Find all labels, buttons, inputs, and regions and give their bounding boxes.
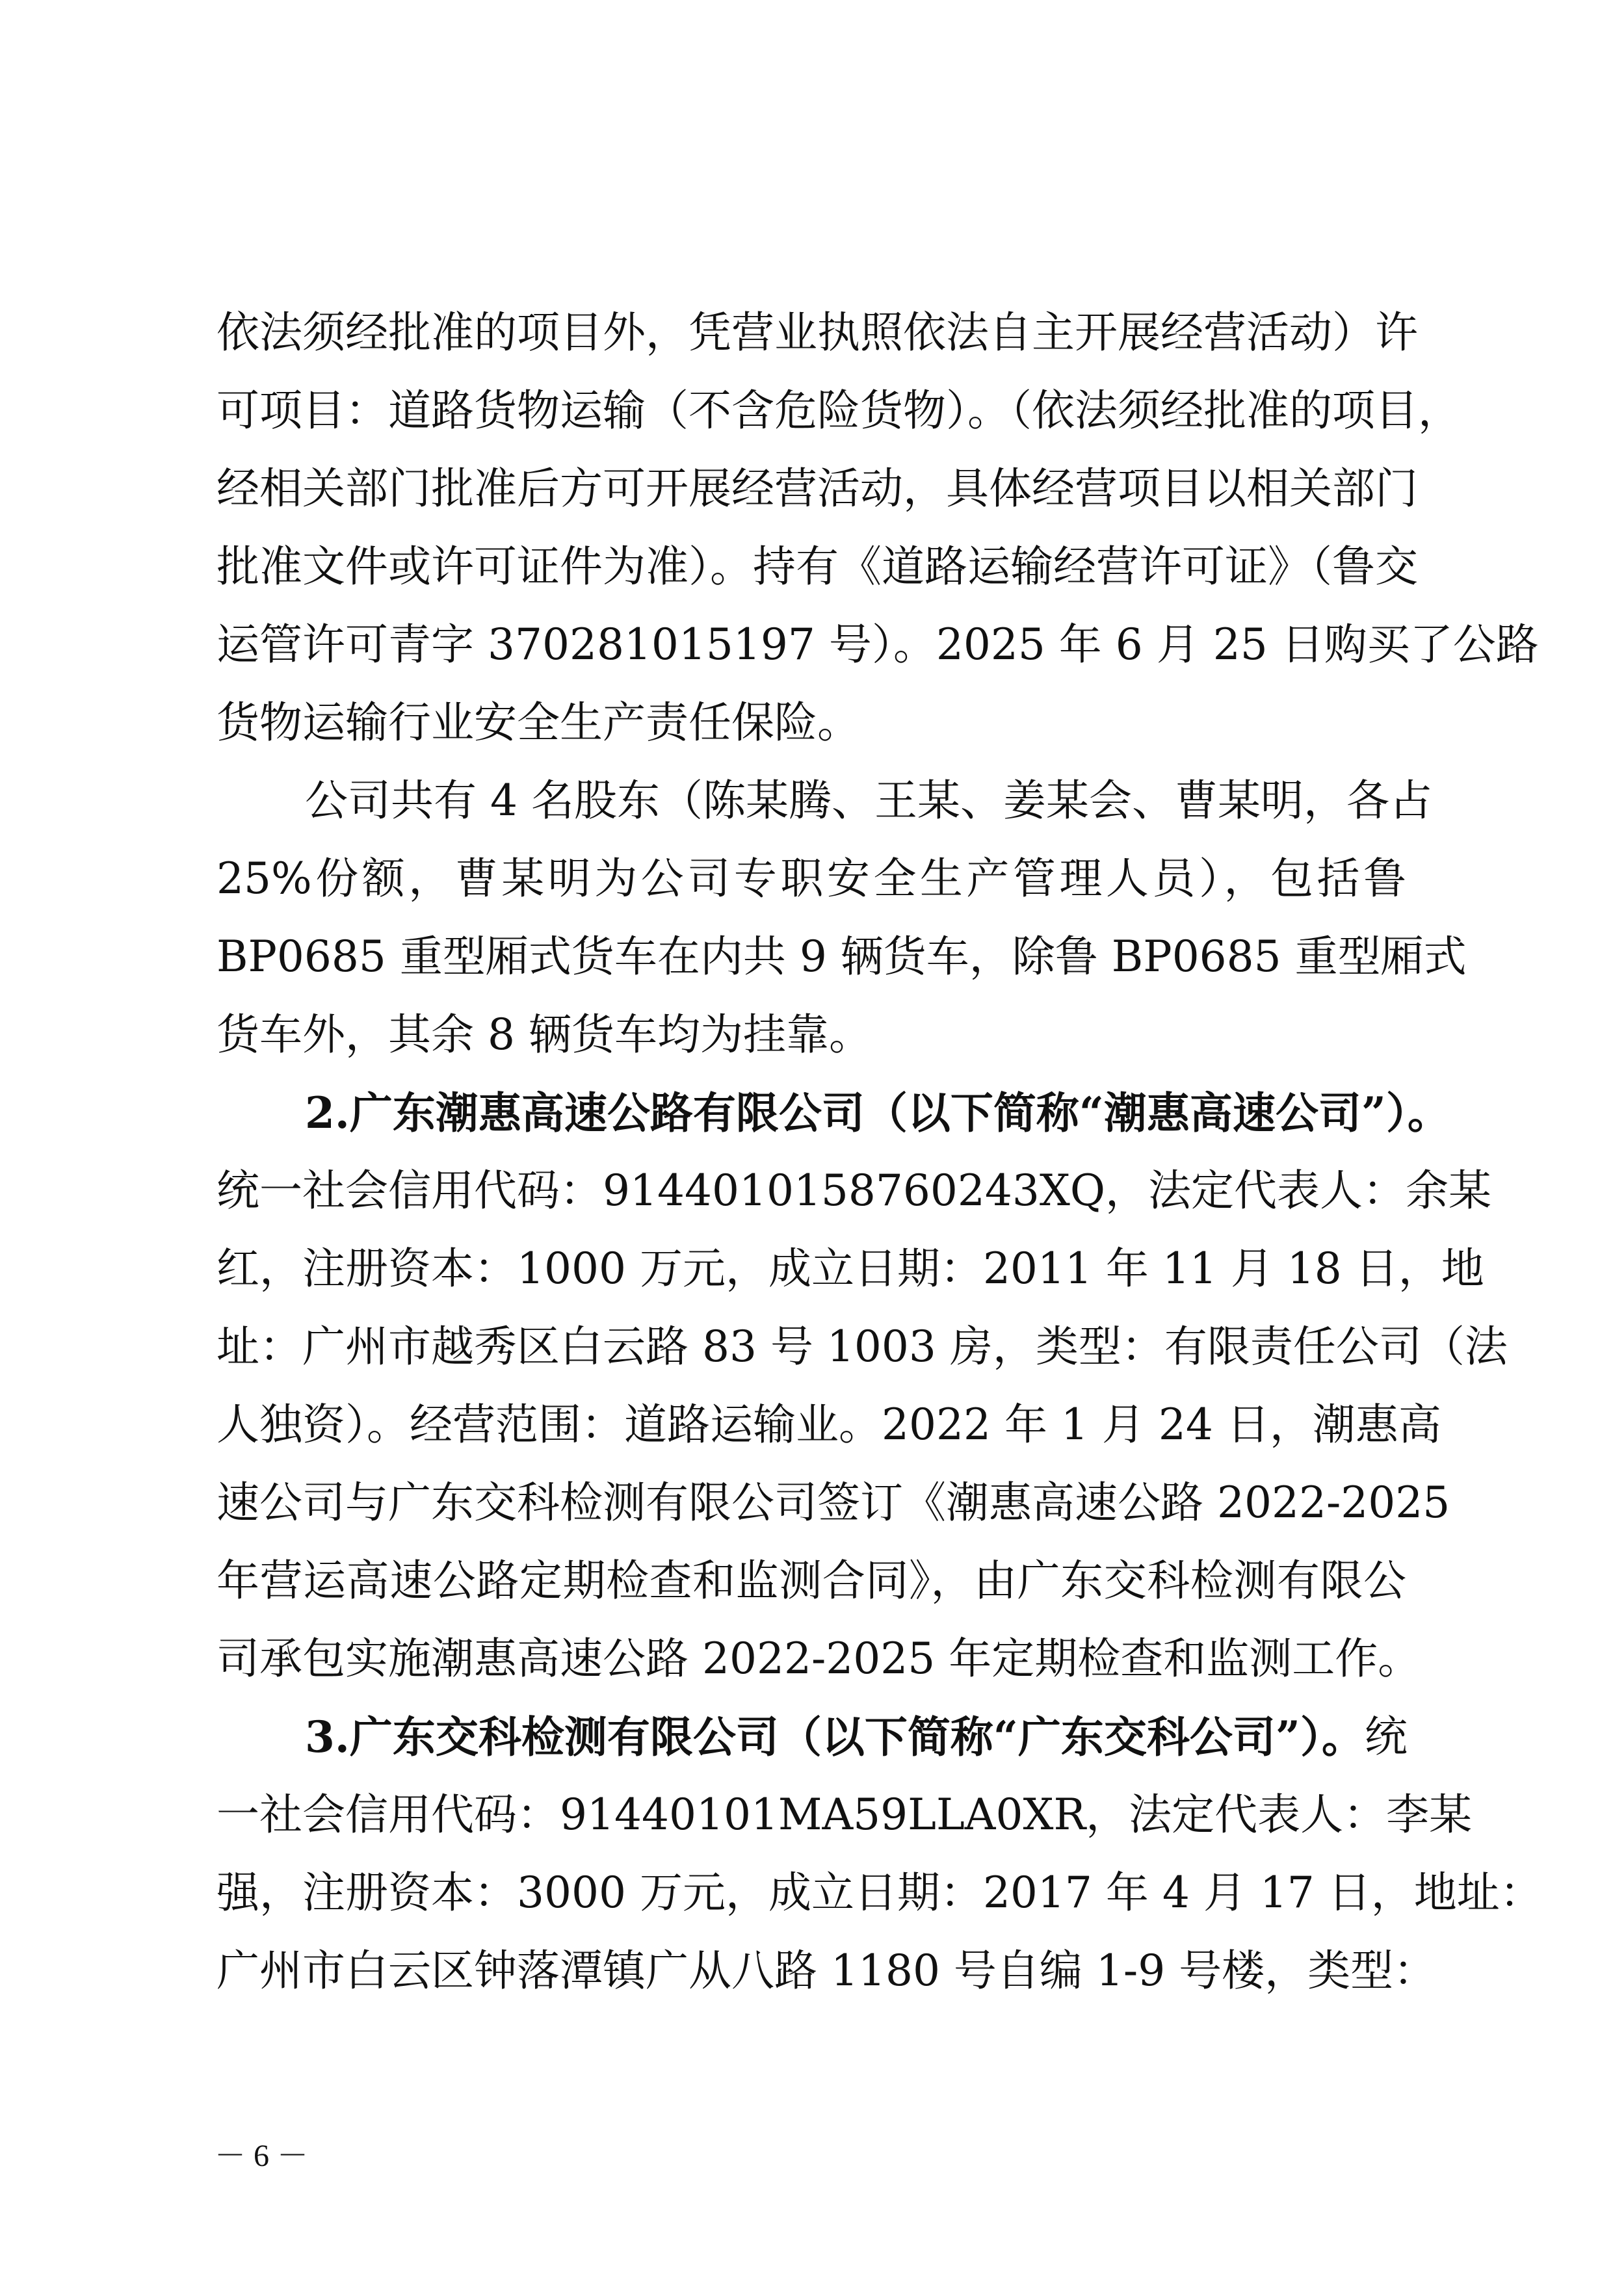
- section-heading-line: [216, 1698, 1406, 1776]
- text-line: 年营运高速公路定期检查和监测合同》，由广东交科检测有限公: [216, 1556, 1406, 1606]
- paragraph-chaohui-company: [216, 1074, 1508, 1698]
- text-line: 可项目：道路货物运输（不含危险货物）。（依法须经批准的项目，: [216, 385, 1461, 436]
- text-line: 依法须经批准的项目外，凭营业执照依法自主开展经营活动）许: [216, 307, 1418, 358]
- text-line: BP0685 重型厢式货车在内共 9 辆货车，除鲁 BP0685 重型厢式: [216, 932, 1467, 982]
- text-line: 25%份额，曹某明为公司专职安全生产管理人员），包括鲁: [216, 854, 1406, 904]
- text-line: 强，注册资本：3000 万元，成立日期：2017 年 4 月 17 日，地址：: [216, 1868, 1543, 1918]
- paragraph-shareholders: [216, 762, 1467, 1074]
- text-line: 统一社会信用代码：9144010158760243XQ，法定代表人：余某: [216, 1166, 1491, 1216]
- text-line: 人独资）。经营范围：道路运输业。2022 年 1 月 24 日，潮惠高: [216, 1400, 1441, 1450]
- text-line: 经相关部门批准后方可开展经营活动，具体经营项目以相关部门: [216, 463, 1418, 514]
- section-heading: 2.广东潮惠高速公路有限公司（以下简称“潮惠高速公司”）。: [305, 1088, 1450, 1138]
- text-line: 速公司与广东交科检测有限公司签订《潮惠高速公路 2022-2025: [216, 1478, 1450, 1528]
- text-line: 广州市白云区钟落潭镇广从八路 1180 号自编 1-9 号楼，类型：: [216, 1946, 1437, 1996]
- text-line: 红，注册资本：1000 万元，成立日期：2011 年 11 月 18 日，地: [216, 1244, 1484, 1294]
- text-line: 一社会信用代码：91440101MA59LLA0XR，法定代表人：李某: [216, 1790, 1473, 1840]
- paragraph-jiaoke-company: [216, 1698, 1543, 2010]
- section-heading: 3.广东交科检测有限公司（以下简称“广东交科公司”）。: [305, 1712, 1365, 1762]
- text-line: 货车外，其余 8 辆货车均为挂靠。: [216, 1010, 872, 1060]
- text-line: 运管许可青字 370281015197 号）。2025 年 6 月 25 日购买了公路: [216, 620, 1539, 670]
- text-line: 货物运输行业安全生产责任保险。: [216, 698, 860, 748]
- text-line: 址：广州市越秀区白云路 83 号 1003 房，类型：有限责任公司（法: [216, 1322, 1508, 1372]
- heading-tail-text: 统: [1364, 1712, 1408, 1762]
- text-line: 公司共有 4 名股东（陈某腾、王某、姜某会、曹某明，各占: [305, 776, 1432, 826]
- paragraph-business-scope: [216, 294, 1539, 762]
- text-line: 批准文件或许可证件为准）。持有《道路运输经营许可证》（鲁交: [216, 541, 1418, 592]
- document-body: [216, 294, 1543, 2010]
- page-number: － 6 －: [215, 2139, 309, 2173]
- text-line: 司承包实施潮惠高速公路 2022-2025 年定期检查和监测工作。: [216, 1634, 1421, 1684]
